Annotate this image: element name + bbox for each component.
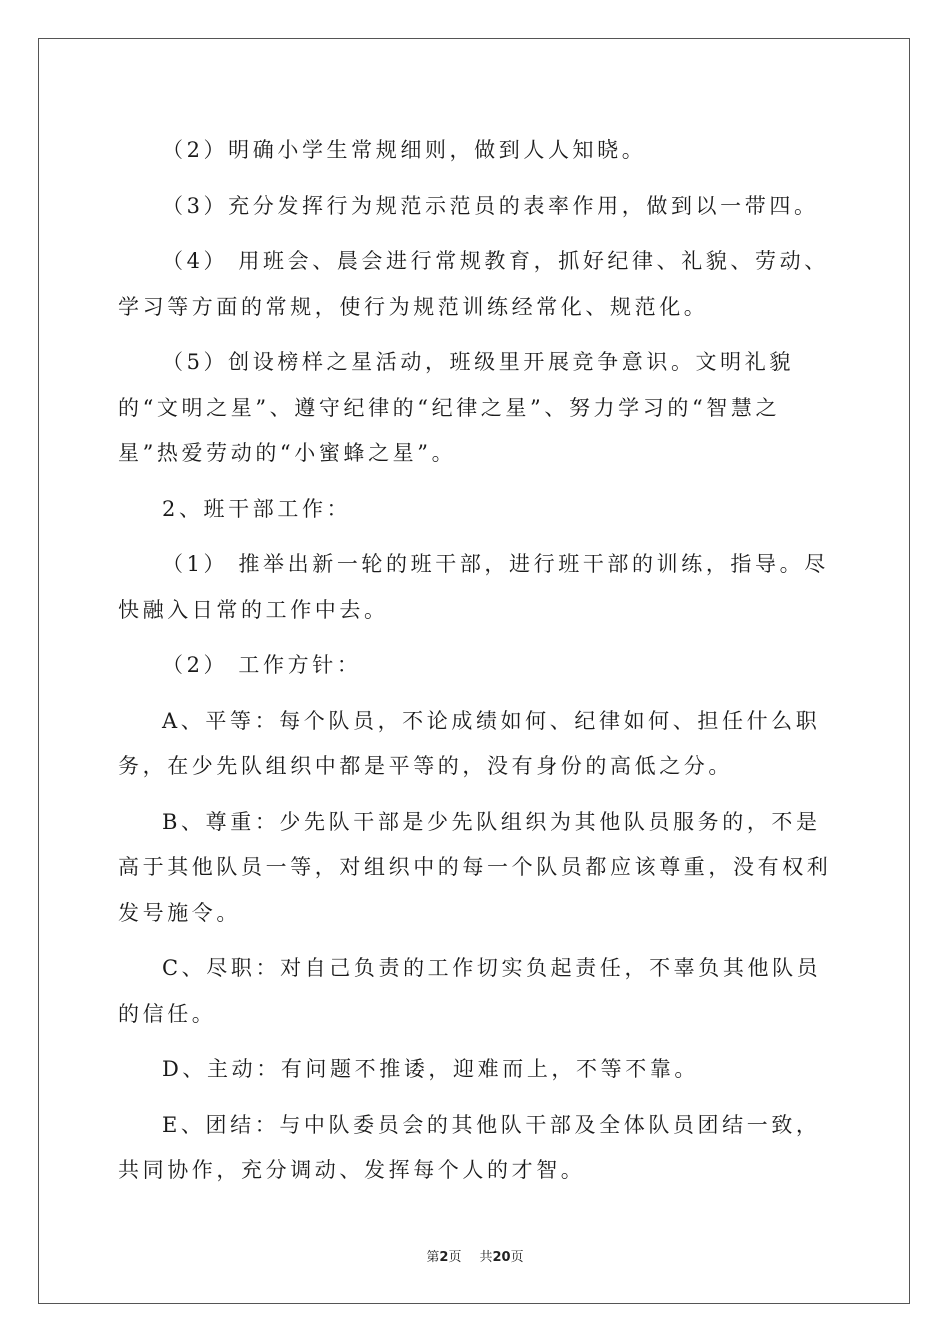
paragraph-rule-2: （2）明确小学生常规细则，做到人人知晓。 <box>162 138 647 162</box>
page-footer <box>0 1246 950 1265</box>
footer-page-number: 2 <box>439 1250 449 1265</box>
paragraph-cadre-2: （2） 工作方针： <box>162 653 362 677</box>
paragraph-principle-e: E、团结：与中队委员会的其他队干部及全体队员团结一致，共同协作，充分调动、发挥每个人的才智。 <box>118 1112 821 1182</box>
footer-total-pages: 20 <box>492 1250 511 1265</box>
footer-total-suffix: 页 <box>510 1250 524 1265</box>
section-heading-class-cadre: 2、班干部工作： <box>162 496 352 521</box>
paragraph-principle-d: D、主动：有问题不推诿，迎难而上，不等不靠。 <box>162 1057 700 1081</box>
document-body <box>118 128 836 1204</box>
paragraph-cadre-1: （1） 推举出新一轮的班干部，进行班干部的训练，指导。尽快融入日常的工作中去。 <box>118 552 829 622</box>
paragraph-rule-5: （5）创设榜样之星活动，班级里开展竞争意识。文明礼貌的“文明之星”、遵守纪律的“纪律之星”、努力学习的“智慧之星”热爱劳动的“小蜜蜂之星”。 <box>118 350 794 465</box>
paragraph-principle-c: C、尽职：对自己负责的工作切实负起责任，不辜负其他队员的信任。 <box>118 956 822 1026</box>
paragraph-rule-3: （3）充分发挥行为规范示范员的表率作用，做到以一带四。 <box>162 193 819 218</box>
paragraph-principle-b: B、尊重：少先队干部是少先队组织为其他队员服务的，不是高于其他队员一等，对组织中的每一个队员都应该尊重，没有权利发号施令。 <box>118 809 832 925</box>
footer-page-prefix: 第 <box>426 1250 440 1265</box>
paragraph-principle-a: A、平等：每个队员，不论成绩如何、纪律如何、担任什么职务，在少先队组织中都是平等的，没有身份的高低之分。 <box>118 708 821 778</box>
paragraph-rule-4: （4） 用班会、晨会进行常规教育，抓好纪律、礼貌、劳动、学习等方面的常规，使行为规范训练经常化、规范化。 <box>118 249 829 319</box>
footer-page-suffix: 页 <box>448 1250 462 1265</box>
footer-total-prefix: 共 <box>479 1250 493 1265</box>
